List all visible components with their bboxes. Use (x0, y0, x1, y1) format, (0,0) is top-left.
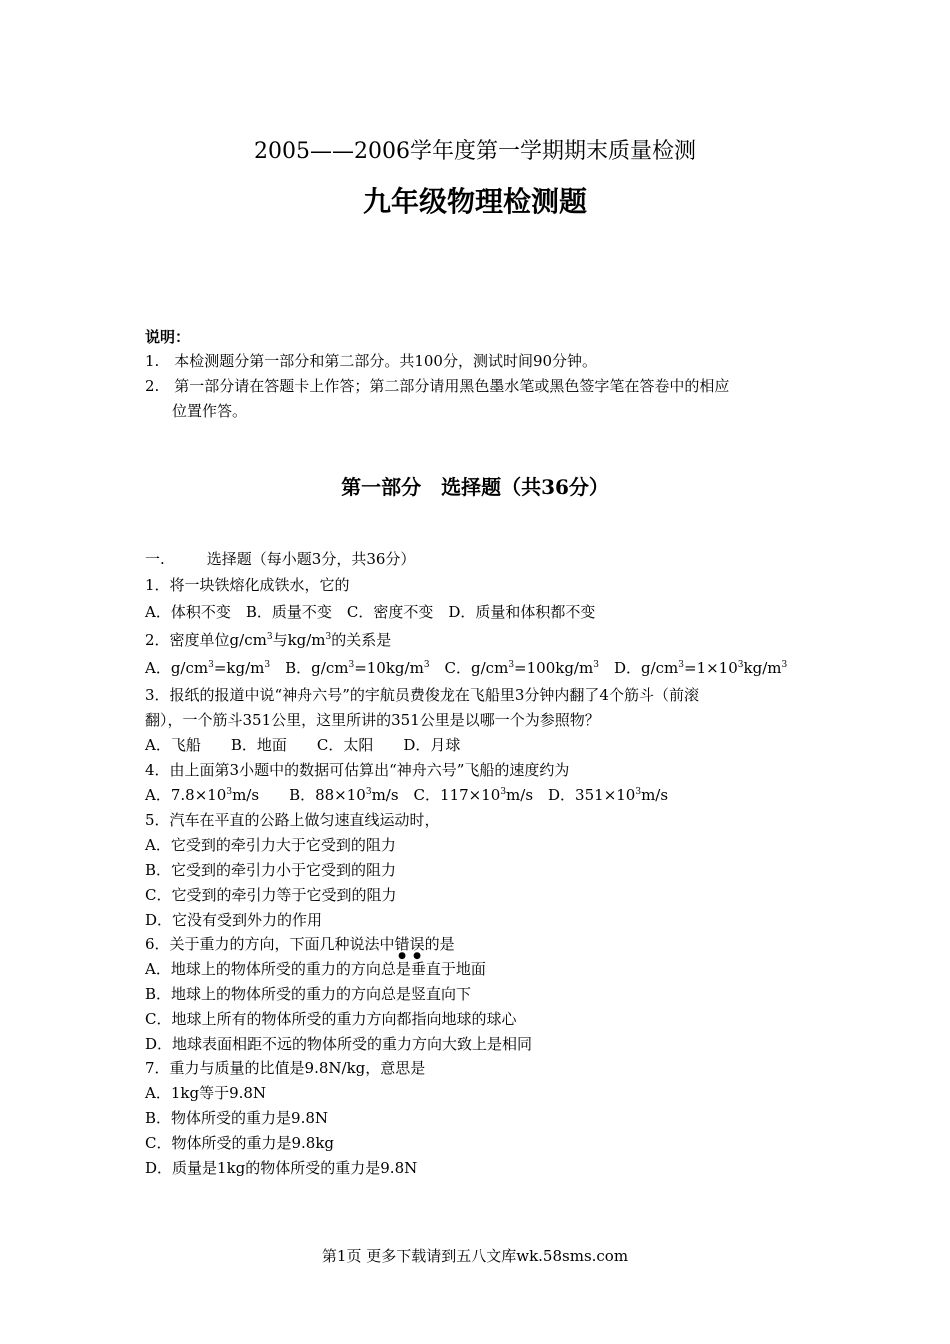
note-item-2-cont: 位置作答。 (172, 402, 248, 420)
q4-option-b: m/s (371, 786, 414, 804)
superscript: 3 (365, 787, 372, 797)
question-1-options: A．体积不变 B．质量不变 C．密度不变 D．质量和体积都不变 (145, 603, 596, 621)
part-one-heading: 第一部分 选择题（共36分） (341, 475, 609, 499)
superscript: 3 (423, 660, 430, 670)
q2-option-d: =1×10 (684, 659, 738, 677)
q2-option-c: =100kg/m (514, 659, 594, 677)
q4-option-b: B．88×10 (289, 786, 366, 804)
note-item-1: 1. 本检测题分第一部分和第二部分。共100分，测试时间90分钟。 (145, 352, 598, 370)
superscript: 3 (226, 787, 233, 797)
emphasis-dot: ● (398, 951, 406, 961)
q2-option-d: D．g/cm (598, 659, 679, 677)
q6-emph-2: 误 (409, 935, 425, 953)
q2-option-a: =kg/m (213, 659, 265, 677)
question-7-option-a: A．1kg等于9.8N (145, 1084, 267, 1102)
q6-emph-1: 错 (394, 935, 410, 953)
q6-stem-part: 的是 (424, 935, 455, 953)
q4-option-c: m/s (506, 786, 549, 804)
q6-stem-part: 6．关于重力的方向，下面几种说法中 (145, 935, 395, 953)
question-3-options: A．飞船 B．地面 C．太阳 D．月球 (145, 736, 461, 754)
superscript: 3 (737, 660, 744, 670)
question-6-option-b: B．地球上的物体所受的重力的方向总是竖直向下 (145, 985, 472, 1003)
question-5-option-a: A．它受到的牵引力大于它受到的阻力 (145, 836, 396, 854)
section-title: 选择题（每小题3分，共36分） (206, 550, 416, 568)
superscript: 3 (635, 787, 642, 797)
question-6-option-d: D．地球表面相距不远的物体所受的重力方向大致上是相同 (145, 1035, 533, 1053)
question-6-option-a: A．地球上的物体所受的重力的方向总是垂直于地面 (145, 960, 486, 978)
question-2-stem (145, 630, 391, 650)
q2-stem-part: 的关系是 (331, 631, 392, 649)
question-5-option-c: C．它受到的牵引力等于它受到的阻力 (145, 886, 397, 904)
superscript: 3 (593, 660, 599, 670)
section-heading (145, 549, 415, 569)
superscript: 3 (208, 660, 214, 670)
emphasis-dot: ● (413, 951, 421, 961)
question-6-option-c: C．地球上所有的物体所受的重力方向都指向地球的球心 (145, 1010, 517, 1028)
q2-option-a: A．g/cm (145, 659, 209, 677)
section-number: 一. (145, 550, 165, 568)
emphasized-char (409, 935, 425, 961)
question-5-option-d: D．它没有受到外力的作用 (145, 911, 323, 929)
q2-option-c: C．g/cm (429, 659, 509, 677)
q4-option-d: m/s (641, 786, 669, 804)
q2-stem-part: 2．密度单位g/cm (145, 631, 267, 649)
q2-option-b: =10kg/m (354, 659, 424, 677)
q4-option-d: D．351×10 (548, 786, 636, 804)
notes-label: 说明： (145, 328, 191, 346)
page-footer: 第1页 更多下载请到五八文库wk.58sms.com (321, 1247, 629, 1265)
question-6-stem (145, 934, 455, 961)
exam-title: 九年级物理检测题 (362, 185, 587, 218)
q4-option-a: A．7.8×10 (145, 786, 227, 804)
question-3-stem-line-1: 3．报纸的报道中说“神舟六号”的宇航员费俊龙在飞船里3分钟内翻了4个筋斗（前滚 (145, 686, 699, 704)
q4-option-c: C．117×10 (413, 786, 501, 804)
q2-stem-part: 与kg/m (272, 631, 326, 649)
emphasized-char (394, 935, 410, 961)
superscript: 3 (678, 660, 684, 670)
q4-option-a: m/s (232, 786, 290, 804)
superscript: 3 (500, 787, 507, 797)
question-4-stem: 4．由上面第3小题中的数据可估算出“神舟六号”飞船的速度约为 (145, 761, 570, 779)
question-7-option-c: C．物体所受的重力是9.8kg (145, 1134, 335, 1152)
superscript: 3 (781, 660, 788, 670)
question-4-options (145, 785, 668, 805)
question-5-option-b: B．它受到的牵引力小于它受到的阻力 (145, 861, 397, 879)
exam-year-heading: 2005——2006学年度第一学期期末质量检测 (254, 139, 696, 164)
q2-option-b: B．g/cm (270, 659, 349, 677)
superscript: 3 (508, 660, 515, 670)
superscript: 3 (264, 660, 271, 670)
question-1-stem: 1．将一块铁熔化成铁水，它的 (145, 576, 350, 594)
superscript: 3 (266, 632, 273, 642)
q2-option-d: kg/m (743, 659, 782, 677)
question-7-stem: 7．重力与质量的比值是9.8N/kg，意思是 (145, 1059, 426, 1077)
question-3-stem-line-2: 翻），一个筋斗351公里，这里所讲的351公里是以哪一个为参照物？ (145, 711, 600, 729)
note-item-2: 2. 第一部分请在答题卡上作答；第二部分请用黑色墨水笔或黑色签字笔在答卷中的相应 (145, 377, 730, 395)
superscript: 3 (348, 660, 355, 670)
superscript: 3 (325, 632, 332, 642)
question-5-stem: 5．汽车在平直的公路上做匀速直线运动时， (145, 811, 440, 829)
question-7-option-b: B．物体所受的重力是9.8N (145, 1109, 329, 1127)
question-2-options (145, 658, 787, 678)
question-7-option-d: D．质量是1kg的物体所受的重力是9.8N (145, 1159, 418, 1177)
